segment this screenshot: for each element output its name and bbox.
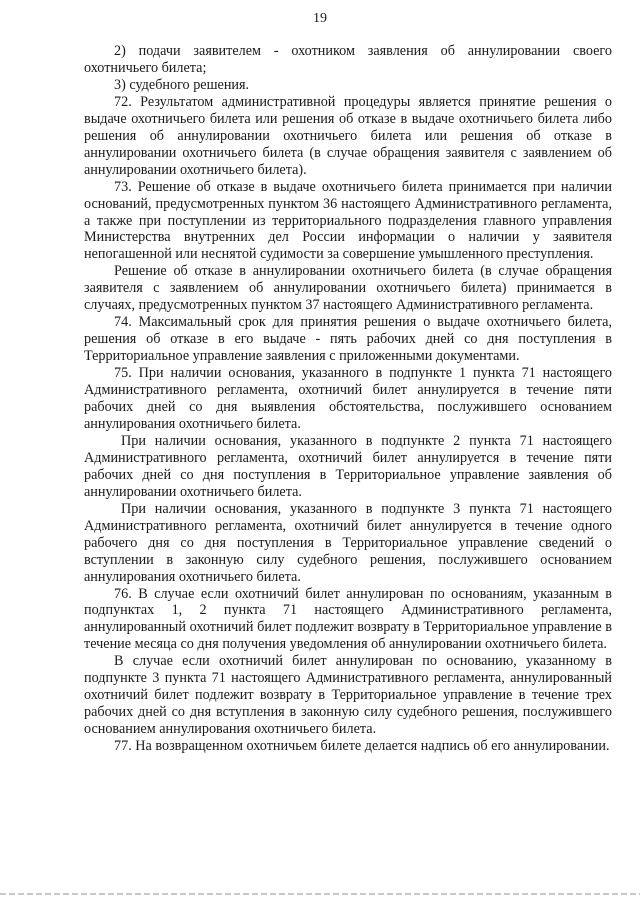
paragraph-73: 73. Решение об отказе в выдаче охотничьего билета принимается при наличии оснований, предусмотренных пунктом 36 настоящего Административного регламента, а также при поступлении из территориального подразделения главного управления Министерства внутренних дел России информации о наличии у заявителя непогашенной или неснятой судимости за совершение умышленного преступления.: [84, 178, 612, 263]
paragraph-75-subitem-2: При наличии основания, указанного в подпункте 2 пункта 71 настоящего Административного регламента, охотничий билет аннулируется в течение пяти рабочих дней со дня поступления в Территориальное управление заявления об аннулировании охотничьего билета.: [84, 432, 612, 500]
paragraph-76-subitem-3: В случае если охотничий билет аннулирован по основанию, указанному в подпункте 3 пункта 71 настоящего Административного регламента, аннулированный охотничий билет подлежит возврату в Территориальное управление в течение трех рабочих дней со дня вступления в законную силу судебного решения, послужившего основанием аннулирования охотничьего билета.: [84, 653, 612, 738]
paragraph-76: 76. В случае если охотничий билет аннулирован по основаниям, указанным в подпунктах 1, 2 пункта 71 настоящего Административного регламента, аннулированный охотничий билет подлежит возврату в Территориальное управление в течение месяца со дня получения уведомления об аннулировании охотничьего билета.: [84, 585, 612, 653]
paragraph-75-subitem-3: При наличии основания, указанного в подпункте 3 пункта 71 настоящего Административного регламента, охотничий билет аннулируется в течение одного рабочего дня со дня поступления в Территориальное управление сведений о вступлении в законную силу судебного решения, послужившего основанием аннулирования охотничьего билета.: [84, 500, 612, 585]
paragraph-74: 74. Максимальный срок для принятия решения о выдаче охотничьего билета, решения об отказе в его выдаче - пять рабочих дней со дня поступления в Территориальное управление заявления с приложенными документами.: [84, 314, 612, 365]
paragraph-73-refusal-annulment: Решение об отказе в аннулировании охотничьего билета (в случае обращения заявителя с заявлением об аннулировании охотничьего билета) принимается в случаях, предусмотренных пунктом 37 настоящего Административного регламента.: [84, 263, 612, 314]
paragraph-item-3: 3) судебного решения.: [114, 76, 250, 93]
page-bottom-edge: [0, 893, 640, 895]
paragraph-72: 72. Результатом административной процедуры является принятие решения о выдаче охотничьего билета или решения об отказе в выдаче охотничьего билета либо решения об аннулировании охотничьего билета или решения об отказе в аннулировании охотничьего билета (в случае обращения заявителя с заявлением об аннулировании охотничьего билета).: [84, 93, 612, 178]
paragraph-77: 77. На возвращенном охотничьем билете делается надпись об его аннулировании.: [114, 738, 610, 755]
paragraph-item-2: 2) подачи заявителем - охотником заявления об аннулировании своего охотничьего билета;: [84, 43, 612, 76]
paragraph-75: 75. При наличии основания, указанного в подпункте 1 пункта 71 настоящего Административного регламента, охотничий билет аннулируется в течение пяти рабочих дней со дня выявления обстоятельства, послужившего основанием аннулирования охотничьего билета.: [84, 365, 612, 432]
document-body: [84, 43, 612, 755]
page-number: 19: [313, 11, 327, 26]
